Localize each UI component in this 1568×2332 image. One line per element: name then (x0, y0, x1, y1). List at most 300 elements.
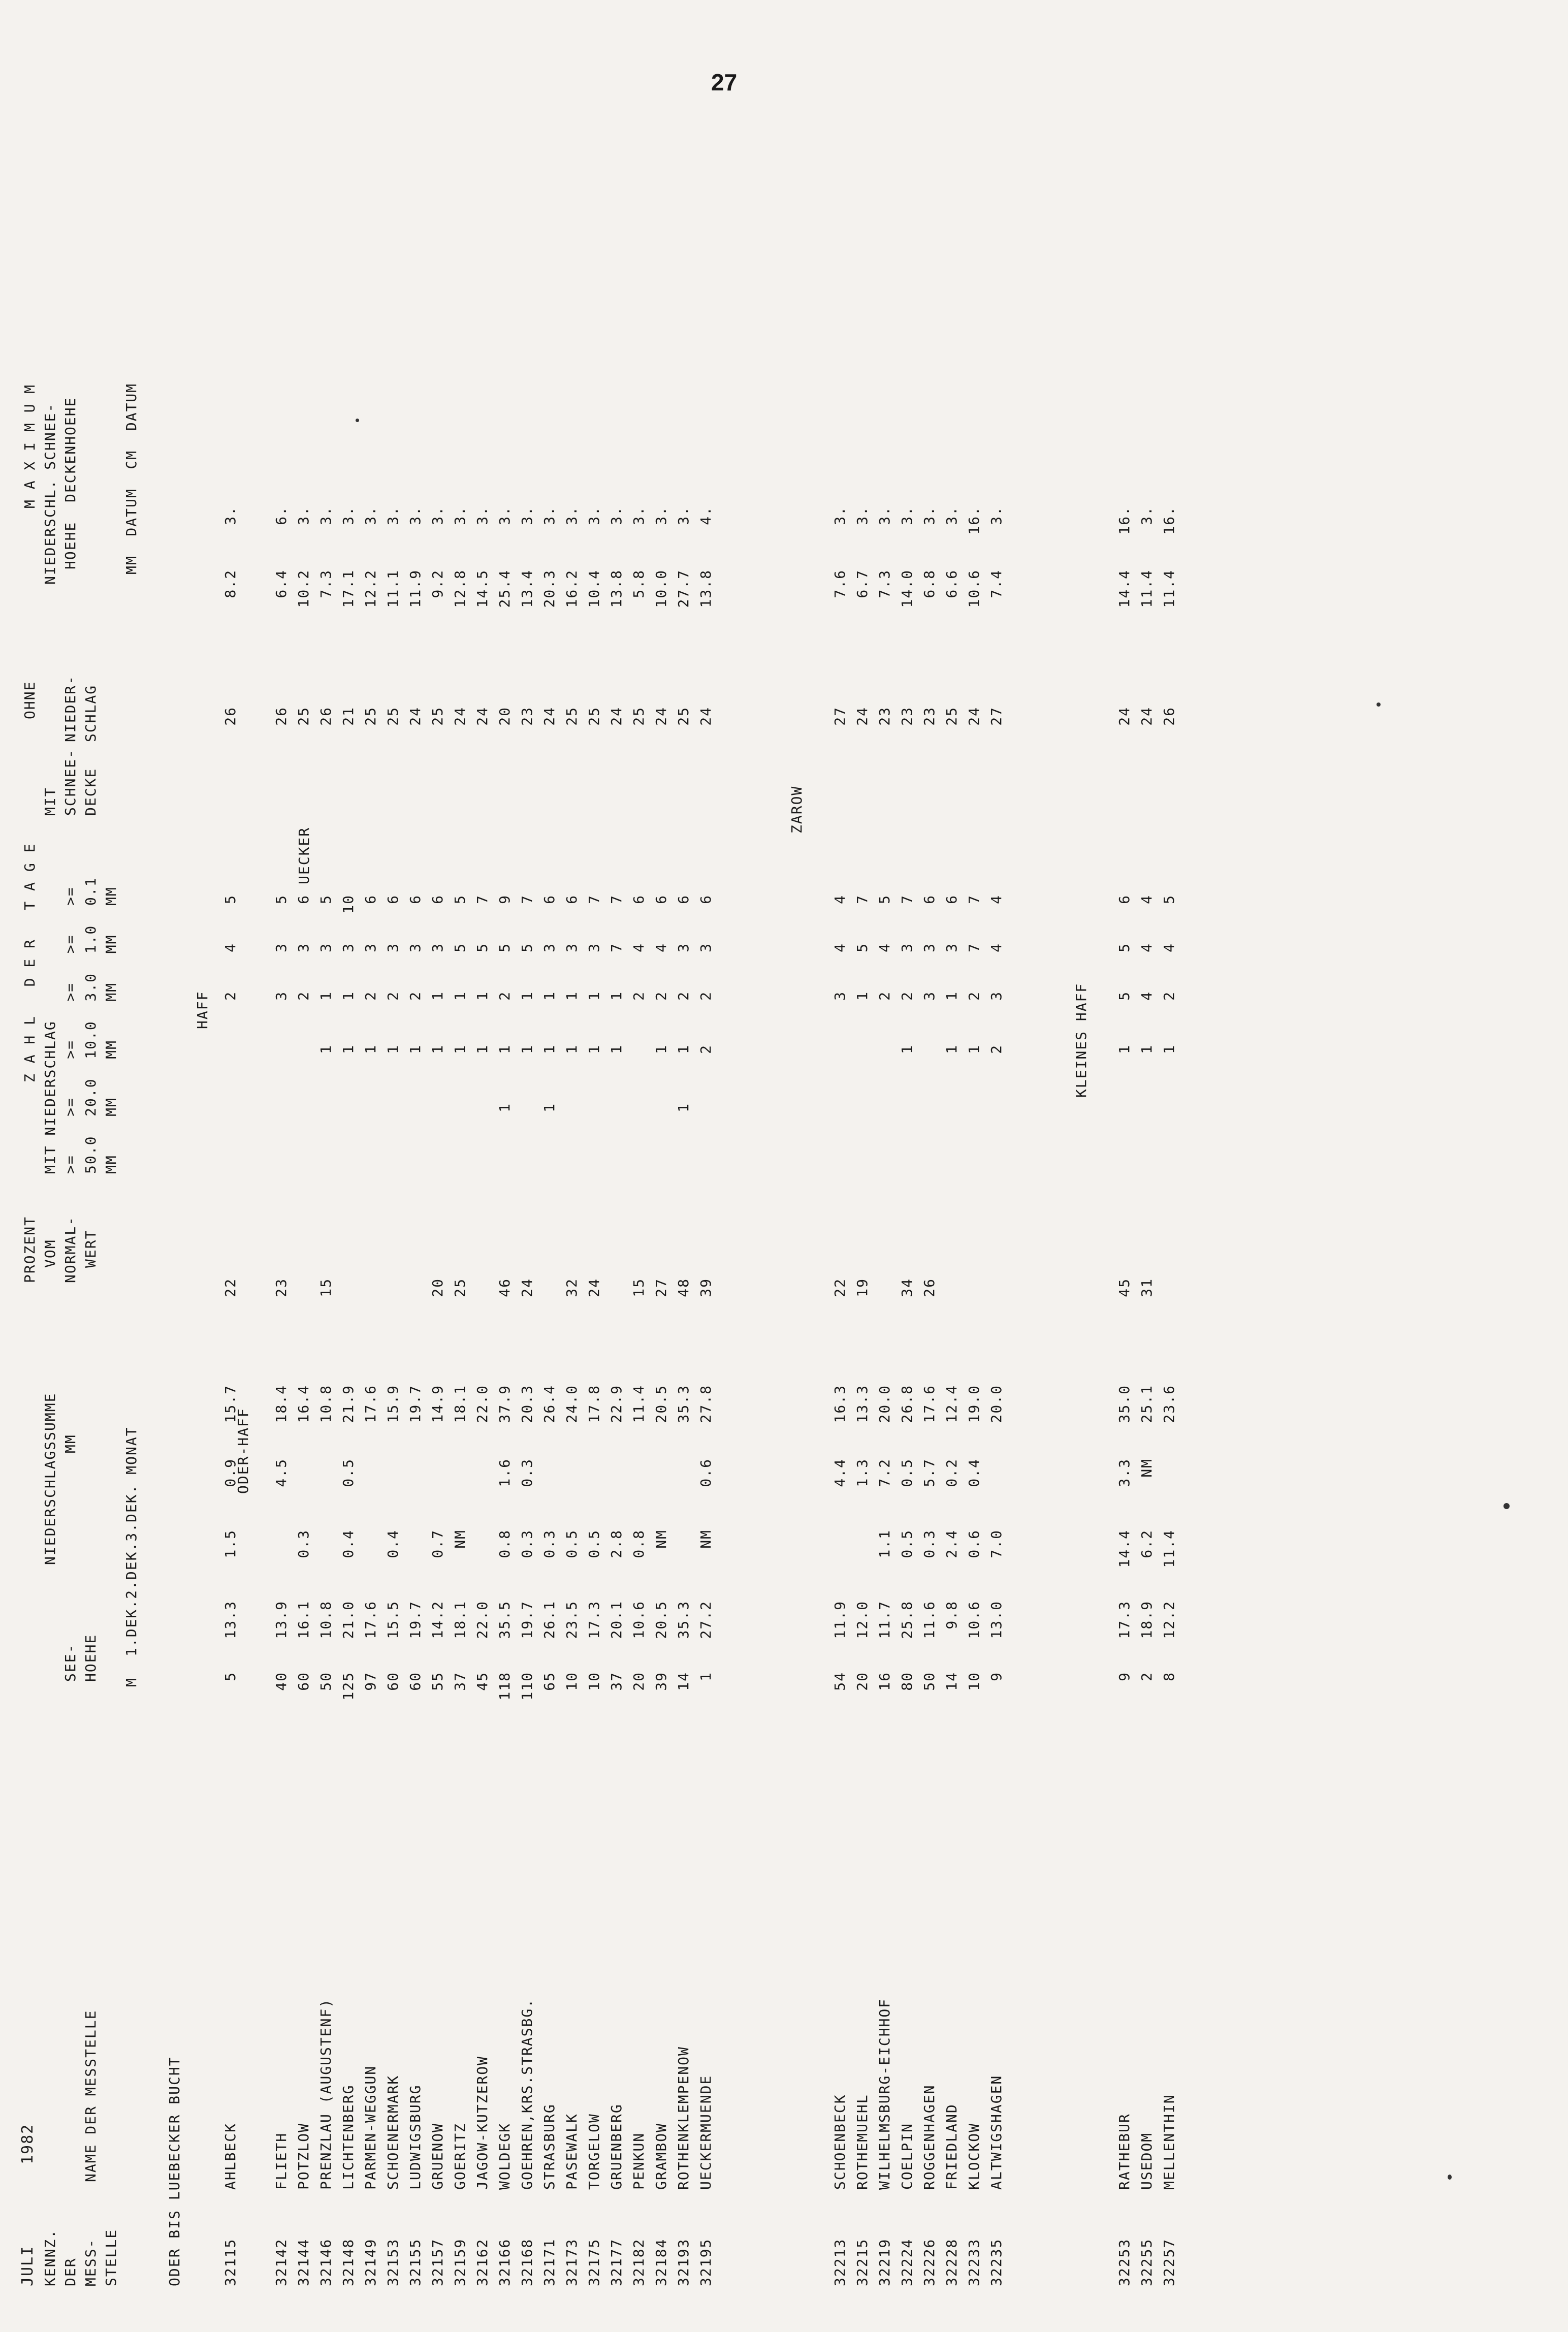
cell-ge1: 3 (921, 943, 938, 952)
header-kennz-2: DER (62, 2257, 79, 2286)
cell-ge1: 3 (295, 943, 312, 952)
cell-dek3: NM (1138, 1458, 1155, 1478)
table-row (945, 0, 967, 2332)
cell-ohne: 25 (429, 707, 446, 726)
cell-ge3: 2 (697, 991, 714, 1001)
cell-ohne: 26 (273, 707, 290, 726)
cell-kennz: 32257 (1161, 2238, 1177, 2286)
cell-dek2: NM (452, 1529, 468, 1549)
cell-name: TORGELOW (586, 2113, 602, 2190)
table-row (699, 0, 721, 2332)
cell-ge01: 5 (222, 895, 239, 904)
cell-max-nds: 7.6 (831, 569, 848, 598)
cell-ge1: 5 (1116, 943, 1133, 952)
header-niederschlag-unit: MM (62, 1434, 79, 1453)
cell-hoehe: 60 (295, 1672, 312, 1691)
cell-max-nds: 7.4 (988, 569, 1005, 598)
cell-dek2: 0.5 (586, 1529, 602, 1558)
cell-dek2: NM (697, 1529, 714, 1549)
cell-kennz: 32144 (295, 2238, 312, 2286)
header-niederschlag-title: NIEDERSCHLAGSSUMME (42, 1392, 58, 1565)
table-row (408, 0, 431, 2332)
cell-ohne: 25 (630, 707, 647, 726)
cell-ge3: 4 (1138, 991, 1155, 1001)
section-label-haff: HAFF (194, 991, 211, 1029)
cell-ge10: 1 (429, 1044, 446, 1054)
cell-max-datum: 4. (697, 506, 714, 525)
cell-dek1: 23.5 (563, 1601, 580, 1639)
cell-ge3: 1 (340, 991, 357, 1001)
cell-ge3: 3 (988, 991, 1005, 1001)
cell-prozent: 20 (429, 1278, 446, 1297)
cell-ohne: 24 (407, 707, 424, 726)
table-row (498, 0, 520, 2332)
cell-monat: 20.3 (519, 1385, 535, 1423)
cell-max-datum: 3. (541, 506, 558, 525)
cell-ohne: 24 (653, 707, 669, 726)
cell-hoehe: 97 (362, 1672, 379, 1691)
header-schnee-mit-2: SCHNEE- (62, 748, 79, 816)
cell-max-datum: 3. (988, 506, 1005, 525)
cell-name: UECKERMUENDE (697, 2074, 714, 2190)
cell-max-nds: 6.7 (854, 569, 871, 598)
cell-max-datum: 16. (1116, 506, 1133, 535)
cell-prozent: 15 (317, 1278, 334, 1297)
cell-ge10: 1 (653, 1044, 669, 1054)
cell-max-datum: 3. (295, 506, 312, 525)
cell-ge3: 2 (496, 991, 513, 1001)
cell-ge3: 1 (474, 991, 491, 1001)
cell-monat: 27.8 (697, 1385, 714, 1423)
cell-dek1: 13.0 (988, 1601, 1005, 1639)
cell-prozent: 34 (899, 1278, 915, 1297)
cell-ge10: 1 (385, 1044, 401, 1054)
cell-hoehe: 118 (496, 1672, 513, 1701)
cell-ohne: 20 (496, 707, 513, 726)
cell-max-datum: 3. (943, 506, 960, 525)
cell-dek3: 4.4 (831, 1458, 848, 1487)
cell-ohne: 24 (452, 707, 468, 726)
cell-prozent: 23 (273, 1278, 290, 1297)
cell-dek1: 11.9 (831, 1601, 848, 1639)
cell-dek2: 0.7 (429, 1529, 446, 1558)
cell-ge1: 3 (586, 943, 602, 952)
cell-prozent: 27 (653, 1278, 669, 1297)
cell-monat: 14.9 (429, 1385, 446, 1423)
cell-max-datum: 3. (519, 506, 535, 525)
cell-ge01: 4 (831, 895, 848, 904)
cell-ge01: 6 (362, 895, 379, 904)
cell-ge3: 1 (608, 991, 625, 1001)
cell-max-nds: 11.9 (407, 569, 424, 608)
cell-dek3: 0.5 (899, 1458, 915, 1487)
cell-name: LICHTENBERG (340, 2084, 357, 2190)
cell-ge3: 1 (541, 991, 558, 1001)
cell-ge10: 1 (1116, 1044, 1133, 1054)
cell-prozent: 22 (222, 1278, 239, 1297)
table-row (833, 0, 855, 2332)
cell-monat: 19.0 (966, 1385, 982, 1423)
cell-ge3: 2 (295, 991, 312, 1001)
page-number: 27 (711, 69, 738, 95)
cell-ohne: 25 (385, 707, 401, 726)
cell-hoehe: 5 (222, 1672, 239, 1681)
cell-ge1: 4 (876, 943, 893, 952)
cell-kennz: 32233 (966, 2238, 982, 2286)
cell-hoehe: 9 (1116, 1672, 1133, 1681)
cell-dek1: 16.1 (295, 1601, 312, 1639)
header-prozent-3: NORMAL- (62, 1216, 79, 1283)
cell-ge1: 7 (608, 943, 625, 952)
cell-kennz: 32253 (1116, 2238, 1133, 2286)
cell-max-nds: 6.8 (921, 569, 938, 598)
cell-name: SCHOENERMARK (385, 2074, 401, 2190)
cell-ge3: 1 (586, 991, 602, 1001)
cell-ohne: 26 (1161, 707, 1177, 726)
cell-max-nds: 9.2 (429, 569, 446, 598)
cell-max-nds: 17.1 (340, 569, 357, 608)
cell-hoehe: 39 (653, 1672, 669, 1691)
header-threshold-values: 50.0 20.0 10.0 3.0 1.0 0.1 (82, 877, 99, 1174)
cell-dek1: 13.3 (222, 1601, 239, 1639)
cell-ge1: 3 (340, 943, 357, 952)
cell-dek2: 14.4 (1116, 1529, 1133, 1568)
cell-ge01: 7 (608, 895, 625, 904)
cell-dek3: 7.2 (876, 1458, 893, 1487)
cell-max-datum: 3. (876, 506, 893, 525)
cell-ge3: 1 (943, 991, 960, 1001)
cell-max-nds: 14.5 (474, 569, 491, 608)
table-row (364, 0, 386, 2332)
cell-prozent: 25 (452, 1278, 468, 1297)
cell-hoehe: 40 (273, 1672, 290, 1691)
cell-max-nds: 13.8 (608, 569, 625, 608)
cell-prozent: 22 (831, 1278, 848, 1297)
cell-hoehe: 125 (340, 1672, 357, 1701)
cell-ohne: 24 (541, 707, 558, 726)
cell-dek2: 7.0 (988, 1529, 1005, 1558)
cell-max-datum: 3. (452, 506, 468, 525)
cell-hoehe: 14 (943, 1672, 960, 1691)
cell-dek1: 18.1 (452, 1601, 468, 1639)
cell-dek2: 0.3 (541, 1529, 558, 1558)
cell-max-nds: 7.3 (876, 569, 893, 598)
cell-hoehe: 37 (452, 1672, 468, 1691)
cell-dek2: 0.4 (340, 1529, 357, 1558)
cell-ge3: 2 (1161, 991, 1177, 1001)
cell-dek2: 0.8 (630, 1529, 647, 1558)
cell-max-datum: 3. (608, 506, 625, 525)
table-row (475, 0, 498, 2332)
cell-max-datum: 3. (653, 506, 669, 525)
cell-dek3: 0.6 (697, 1458, 714, 1487)
header-schnee-mit-3: DECKE (82, 768, 99, 816)
cell-kennz: 32171 (541, 2238, 558, 2286)
cell-kennz: 32215 (854, 2238, 871, 2286)
header-schnee-mit-1: MIT (42, 787, 58, 816)
cell-max-nds: 6.4 (273, 569, 290, 598)
cell-monat: 11.4 (630, 1385, 647, 1423)
cell-max-datum: 3. (222, 506, 239, 525)
section-label-uecker: UECKER (296, 826, 312, 884)
cell-prozent: 26 (921, 1278, 938, 1297)
cell-monat: 15.7 (222, 1385, 239, 1423)
header-prozent-4: WERT (82, 1229, 99, 1268)
section-label-kleines-haff: KLEINES HAFF (1073, 982, 1090, 1098)
cell-kennz: 32146 (317, 2238, 334, 2286)
cell-dek1: 11.7 (876, 1601, 893, 1639)
table-row (341, 0, 364, 2332)
cell-name: WOLDEGK (496, 2122, 513, 2190)
cell-ge10: 1 (452, 1044, 468, 1054)
cell-max-nds: 10.0 (653, 569, 669, 608)
cell-kennz: 32235 (988, 2238, 1005, 2286)
cell-ge01: 7 (854, 895, 871, 904)
cell-dek3: 3.3 (1116, 1458, 1133, 1487)
cell-hoehe: 10 (586, 1672, 602, 1691)
table-row (386, 0, 408, 2332)
cell-ohne: 24 (608, 707, 625, 726)
cell-dek2: 0.6 (966, 1529, 982, 1558)
cell-ge01: 5 (317, 895, 334, 904)
cell-ge01: 6 (1116, 895, 1133, 904)
header-kennz-1: KENNZ. (42, 2228, 58, 2286)
cell-ge1: 4 (988, 943, 1005, 952)
cell-dek1: 13.9 (273, 1601, 290, 1639)
cell-max-datum: 3. (362, 506, 379, 525)
cell-ge01: 5 (1161, 895, 1177, 904)
cell-name: PARMEN-WEGGUN (362, 2065, 379, 2190)
cell-ge1: 3 (385, 943, 401, 952)
cell-name: SCHOENBECK (831, 2094, 848, 2190)
cell-max-nds: 8.2 (222, 569, 239, 598)
table-row (297, 0, 319, 2332)
cell-max-nds: 11.4 (1138, 569, 1155, 608)
header-schnee-ohne-2: NIEDER- (62, 675, 79, 742)
table-row (989, 0, 1012, 2332)
cell-dek1: 10.6 (630, 1601, 647, 1639)
cell-dek1: 14.2 (429, 1601, 446, 1639)
cell-ge01: 6 (675, 895, 692, 904)
cell-dek1: 12.0 (854, 1601, 871, 1639)
header-prozent-1: PROZENT (21, 1216, 38, 1283)
cell-monat: 17.8 (586, 1385, 602, 1423)
cell-max-nds: 20.3 (541, 569, 558, 608)
cell-ge3: 2 (222, 991, 239, 1001)
header-maximum-sub1: NIEDERSCHL. SCHNEE- (42, 402, 58, 585)
cell-ge01: 6 (541, 895, 558, 904)
table-row (677, 0, 699, 2332)
cell-ge1: 7 (966, 943, 982, 952)
cell-max-nds: 27.7 (675, 569, 692, 608)
cell-ge10: 1 (519, 1044, 535, 1054)
cell-kennz: 32184 (653, 2238, 669, 2286)
cell-monat: 35.3 (675, 1385, 692, 1423)
cell-ge10: 1 (317, 1044, 334, 1054)
cell-max-datum: 16. (966, 506, 982, 535)
cell-monat: 16.3 (831, 1385, 848, 1423)
cell-ge01: 5 (452, 895, 468, 904)
cell-ge01: 6 (429, 895, 446, 904)
cell-ge01: 6 (385, 895, 401, 904)
cell-max-nds: 25.4 (496, 569, 513, 608)
cell-dek3: 5.7 (921, 1458, 938, 1487)
cell-max-datum: 16. (1161, 506, 1177, 535)
cell-max-datum: 3. (563, 506, 580, 525)
cell-name: AHLBECK (222, 2122, 239, 2190)
table-row (855, 0, 878, 2332)
header-hoehe-unit: M (123, 1677, 140, 1687)
cell-dek2: NM (653, 1529, 669, 1549)
cell-ge10: 1 (496, 1044, 513, 1054)
header-kennz-4: STELLE (103, 2228, 119, 2286)
cell-ge01: 6 (563, 895, 580, 904)
cell-max-datum: 3. (921, 506, 938, 525)
cell-max-nds: 10.6 (966, 569, 982, 608)
cell-ge1: 5 (519, 943, 535, 952)
cell-max-datum: 3. (1138, 506, 1155, 525)
cell-prozent: 15 (630, 1278, 647, 1297)
cell-ge10: 1 (340, 1044, 357, 1054)
cell-ge3: 1 (854, 991, 871, 1001)
cell-max-nds: 10.2 (295, 569, 312, 608)
cell-ge10: 2 (697, 1044, 714, 1054)
cell-ge1: 4 (653, 943, 669, 952)
cell-ge01: 7 (474, 895, 491, 904)
cell-hoehe: 50 (921, 1672, 938, 1691)
cell-hoehe: 1 (697, 1672, 714, 1681)
cell-hoehe: 20 (630, 1672, 647, 1691)
cell-max-nds: 5.8 (630, 569, 647, 598)
cell-ohne: 24 (697, 707, 714, 726)
cell-ge01: 7 (899, 895, 915, 904)
cell-dek1: 15.5 (385, 1601, 401, 1639)
cell-name: POTZLOW (295, 2122, 312, 2190)
cell-max-nds: 14.4 (1116, 569, 1133, 608)
header-zahl-tage: Z A H L D E R T A G E (21, 843, 38, 1082)
cell-dek2: 0.3 (921, 1529, 938, 1558)
cell-max-datum: 3. (831, 506, 848, 525)
cell-ge10: 1 (899, 1044, 915, 1054)
cell-ohne: 24 (1116, 707, 1133, 726)
cell-ge3: 2 (362, 991, 379, 1001)
cell-name: JAGOW-KUTZEROW (474, 2055, 491, 2190)
cell-dek2: 2.8 (608, 1529, 625, 1558)
cell-name: WILHELMSBURG-EICHHOF (876, 1998, 893, 2190)
header-schnee-ohne-3: SCHLAG (82, 684, 99, 742)
cell-ge10: 1 (1138, 1044, 1155, 1054)
cell-ge1: 5 (474, 943, 491, 952)
cell-max-datum: 3. (586, 506, 602, 525)
cell-name: GRAMBOW (653, 2122, 669, 2190)
cell-max-datum: 3. (630, 506, 647, 525)
cell-ge10: 1 (541, 1044, 558, 1054)
cell-ge3: 2 (675, 991, 692, 1001)
cell-ge10: 2 (988, 1044, 1005, 1054)
header-maximum-sub2: HOEHE DECKENHOEHE (62, 397, 79, 569)
cell-ge3: 3 (273, 991, 290, 1001)
cell-dek2: 2.4 (943, 1529, 960, 1558)
cell-ge01: 6 (943, 895, 960, 904)
cell-ge3: 3 (831, 991, 848, 1001)
cell-ge3: 1 (429, 991, 446, 1001)
cell-name: ROTHENKLEMPENOW (675, 2046, 692, 2190)
cell-ge01: 5 (876, 895, 893, 904)
cell-name: FRIEDLAND (943, 2103, 960, 2190)
cell-max-nds: 13.8 (697, 569, 714, 608)
cell-prozent: 46 (496, 1278, 513, 1297)
cell-name: GRUENBERG (608, 2103, 625, 2190)
table-row (654, 0, 677, 2332)
cell-dek1: 27.2 (697, 1601, 714, 1639)
cell-kennz: 32195 (697, 2238, 714, 2286)
cell-hoehe: 55 (429, 1672, 446, 1691)
cell-prozent: 48 (675, 1278, 692, 1297)
cell-dek1: 19.7 (407, 1601, 424, 1639)
cell-ge01: 9 (496, 895, 513, 904)
header-threshold-units: MM MM MM MM MM MM (103, 886, 119, 1174)
cell-ge01: 4 (1138, 895, 1155, 904)
table-row (520, 0, 542, 2332)
cell-dek1: 26.1 (541, 1601, 558, 1639)
paper-speck (1503, 1503, 1510, 1509)
cell-dek2: 0.5 (563, 1529, 580, 1558)
cell-max-nds: 7.3 (317, 569, 334, 598)
cell-max-datum: 3. (854, 506, 871, 525)
header-hoehe-2: HOEHE (82, 1634, 99, 1682)
cell-max-datum: 3. (496, 506, 513, 525)
cell-ge1: 4 (831, 943, 848, 952)
cell-monat: 13.3 (854, 1385, 871, 1423)
cell-ohne: 26 (222, 707, 239, 726)
cell-dek3: 0.4 (966, 1458, 982, 1487)
cell-monat: 18.4 (273, 1385, 290, 1423)
cell-ohne: 23 (921, 707, 938, 726)
cell-dek1: 20.5 (653, 1601, 669, 1639)
cell-kennz: 32175 (586, 2238, 602, 2286)
cell-kennz: 32157 (429, 2238, 446, 2286)
cell-max-datum: 3. (317, 506, 334, 525)
cell-ge1: 3 (541, 943, 558, 952)
cell-kennz: 32159 (452, 2238, 468, 2286)
section-label-zarow: ZAROW (788, 785, 805, 834)
cell-monat: 23.6 (1161, 1385, 1177, 1423)
header-name-label: NAME DER MESSTELLE (82, 2009, 99, 2182)
cell-kennz: 32224 (899, 2238, 915, 2286)
table-row (1162, 0, 1185, 2332)
cell-hoehe: 10 (563, 1672, 580, 1691)
cell-ge10: 1 (586, 1044, 602, 1054)
cell-ge1: 4 (1161, 943, 1177, 952)
cell-ge1: 4 (222, 943, 239, 952)
cell-hoehe: 37 (608, 1672, 625, 1691)
cell-ge1: 3 (429, 943, 446, 952)
cell-ge3: 2 (653, 991, 669, 1001)
paper-speck (1377, 702, 1381, 707)
table-row (223, 0, 246, 2332)
cell-monat: 18.1 (452, 1385, 468, 1423)
cell-dek2: 0.3 (519, 1529, 535, 1558)
cell-name: GOEHREN,KRS.STRASBG. (519, 1998, 535, 2190)
cell-dek2: 0.3 (295, 1529, 312, 1558)
cell-ge3: 1 (563, 991, 580, 1001)
cell-kennz: 32228 (943, 2238, 960, 2286)
cell-max-datum: 3. (675, 506, 692, 525)
cell-kennz: 32166 (496, 2238, 513, 2286)
cell-dek2: 0.8 (496, 1529, 513, 1558)
cell-dek1: 17.3 (586, 1601, 602, 1639)
cell-ge01: 6 (697, 895, 714, 904)
